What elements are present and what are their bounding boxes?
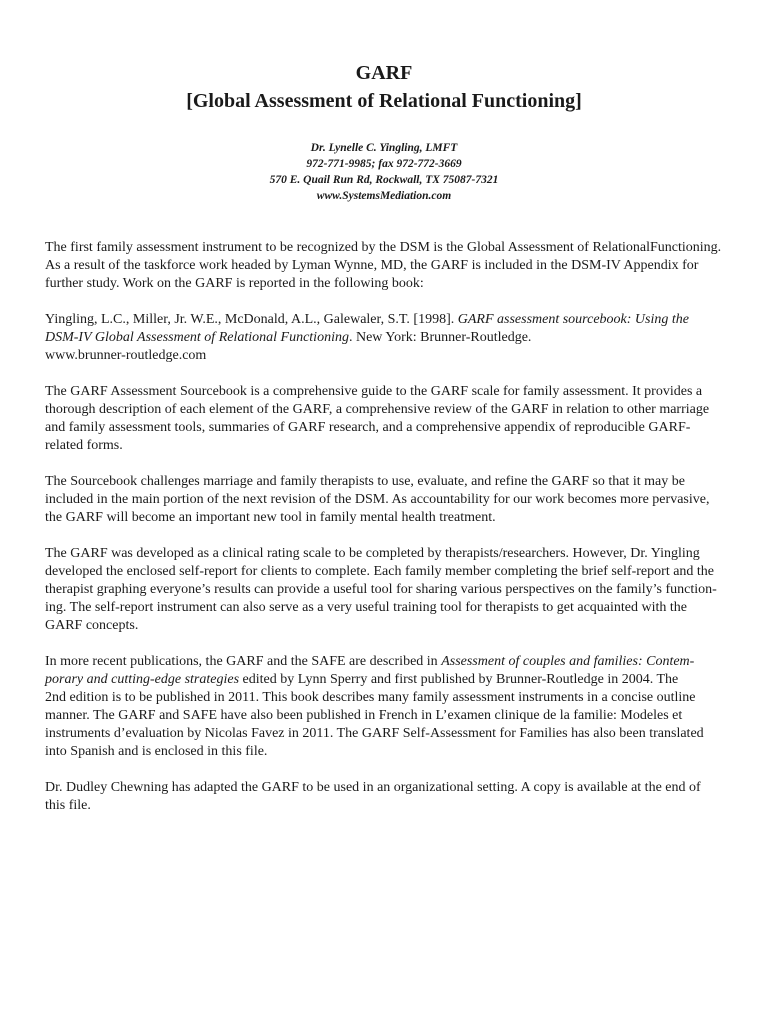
- text-line: instruments d’evaluation by Nicolas Favez in 2011. The GARF Self-Assessment for Families has also been translated: [45, 726, 704, 741]
- publication-title: Assessment of couples and families: Contem-: [441, 654, 695, 669]
- text-line: [45, 311, 723, 329]
- citation-publisher: . New York: Brunner-Routledge.: [348, 330, 532, 345]
- text-line: further study. Work on the GARF is reported in the following book:: [45, 276, 424, 291]
- citation-authors: Yingling, L.C., Miller, Jr. W.E., McDonald, A.L., Galewaler, S.T. [1998].: [45, 312, 458, 327]
- text-line: The GARF was developed as a clinical rating scale to be completed by therapists/researchers. However, Dr. Yingling: [45, 546, 700, 561]
- paragraph-sourcebook: [45, 383, 723, 455]
- text-run: edited by Lynn Sperry and first published by Brunner-Routledge in 2004. The: [239, 672, 679, 687]
- document-subtitle: [Global Assessment of Relational Functioning]: [186, 90, 582, 112]
- text-line: this file.: [45, 798, 91, 813]
- text-line: related forms.: [45, 438, 123, 453]
- text-line: and family assessment tools, summaries of GARF research, and a comprehensive appendix of reproducible GARF-: [45, 420, 691, 435]
- website: www.SystemsMediation.com: [316, 190, 452, 202]
- text-line: GARF concepts.: [45, 618, 139, 633]
- text-run: In more recent publications, the GARF and the SAFE are described in: [45, 654, 442, 669]
- contact-block: [0, 140, 768, 204]
- paragraph-self-report: [45, 545, 723, 635]
- text-line: into Spanish and is enclosed in this file.: [45, 744, 268, 759]
- text-line: the GARF will become an important new tool in family mental health treatment.: [45, 510, 496, 525]
- text-line: ing. The self-report instrument can also serve as a very useful training tool for therapists to get acquainted with the: [45, 600, 687, 615]
- text-line: included in the main portion of the next revision of the DSM. As accountability for our work becomes more pervasive,: [45, 492, 710, 507]
- paragraph-publications: [45, 653, 723, 761]
- text-line: thorough description of each element of the GARF, a comprehensive review of the GARF in relation to other marriage: [45, 402, 710, 417]
- mailing-address: 570 E. Quail Run Rd, Rockwall, TX 75087-7321: [269, 174, 499, 186]
- author-name: Dr. Lynelle C. Yingling, LMFT: [310, 142, 458, 154]
- text-line: 2nd edition is to be published in 2011. This book describes many family assessment instruments in a concise outline: [45, 690, 696, 705]
- text-line: [45, 671, 723, 689]
- body-text: [45, 239, 723, 833]
- text-line: As a result of the taskforce work headed by Lyman Wynne, MD, the GARF is included in the DSM-IV Appendix for: [45, 258, 699, 273]
- citation-url: www.brunner-routledge.com: [45, 348, 207, 363]
- phone-fax: 972-771-9985; fax 972-772-3669: [306, 158, 462, 170]
- text-line: [45, 653, 723, 671]
- paragraph-intro: [45, 239, 723, 293]
- text-line: The GARF Assessment Sourcebook is a comprehensive guide to the GARF scale for family assessment. It provides a: [45, 384, 703, 399]
- document-title: GARF: [355, 62, 413, 84]
- text-line: therapist graphing everyone’s results can provide a useful tool for sharing various perspectives on the family’s function-: [45, 582, 717, 597]
- citation-book-title: GARF assessment sourcebook: Using the: [457, 312, 689, 327]
- paragraph-challenge: [45, 473, 723, 527]
- text-line: Dr. Dudley Chewning has adapted the GARF to be used in an organizational setting. A copy is available at the end of: [45, 780, 701, 795]
- text-line: manner. The GARF and SAFE have also been published in French in L’examen clinique de la familie: Modeles et: [45, 708, 683, 723]
- text-line: [45, 329, 723, 347]
- text-line: The Sourcebook challenges marriage and family therapists to use, evaluate, and refine the GARF so that it may be: [45, 474, 685, 489]
- text-line: The first family assessment instrument to be recognized by the DSM is the Global Assessment of RelationalFunctioning.: [45, 240, 722, 255]
- paragraph-organizational: [45, 779, 723, 815]
- paragraph-citation: [45, 311, 723, 365]
- text-line: developed the enclosed self-report for clients to complete. Each family member completing the brief self-report and the: [45, 564, 715, 579]
- publication-title-cont: porary and cutting-edge strategies: [45, 672, 240, 687]
- citation-book-title-cont: DSM-IV Global Assessment of Relational Functioning: [45, 330, 349, 345]
